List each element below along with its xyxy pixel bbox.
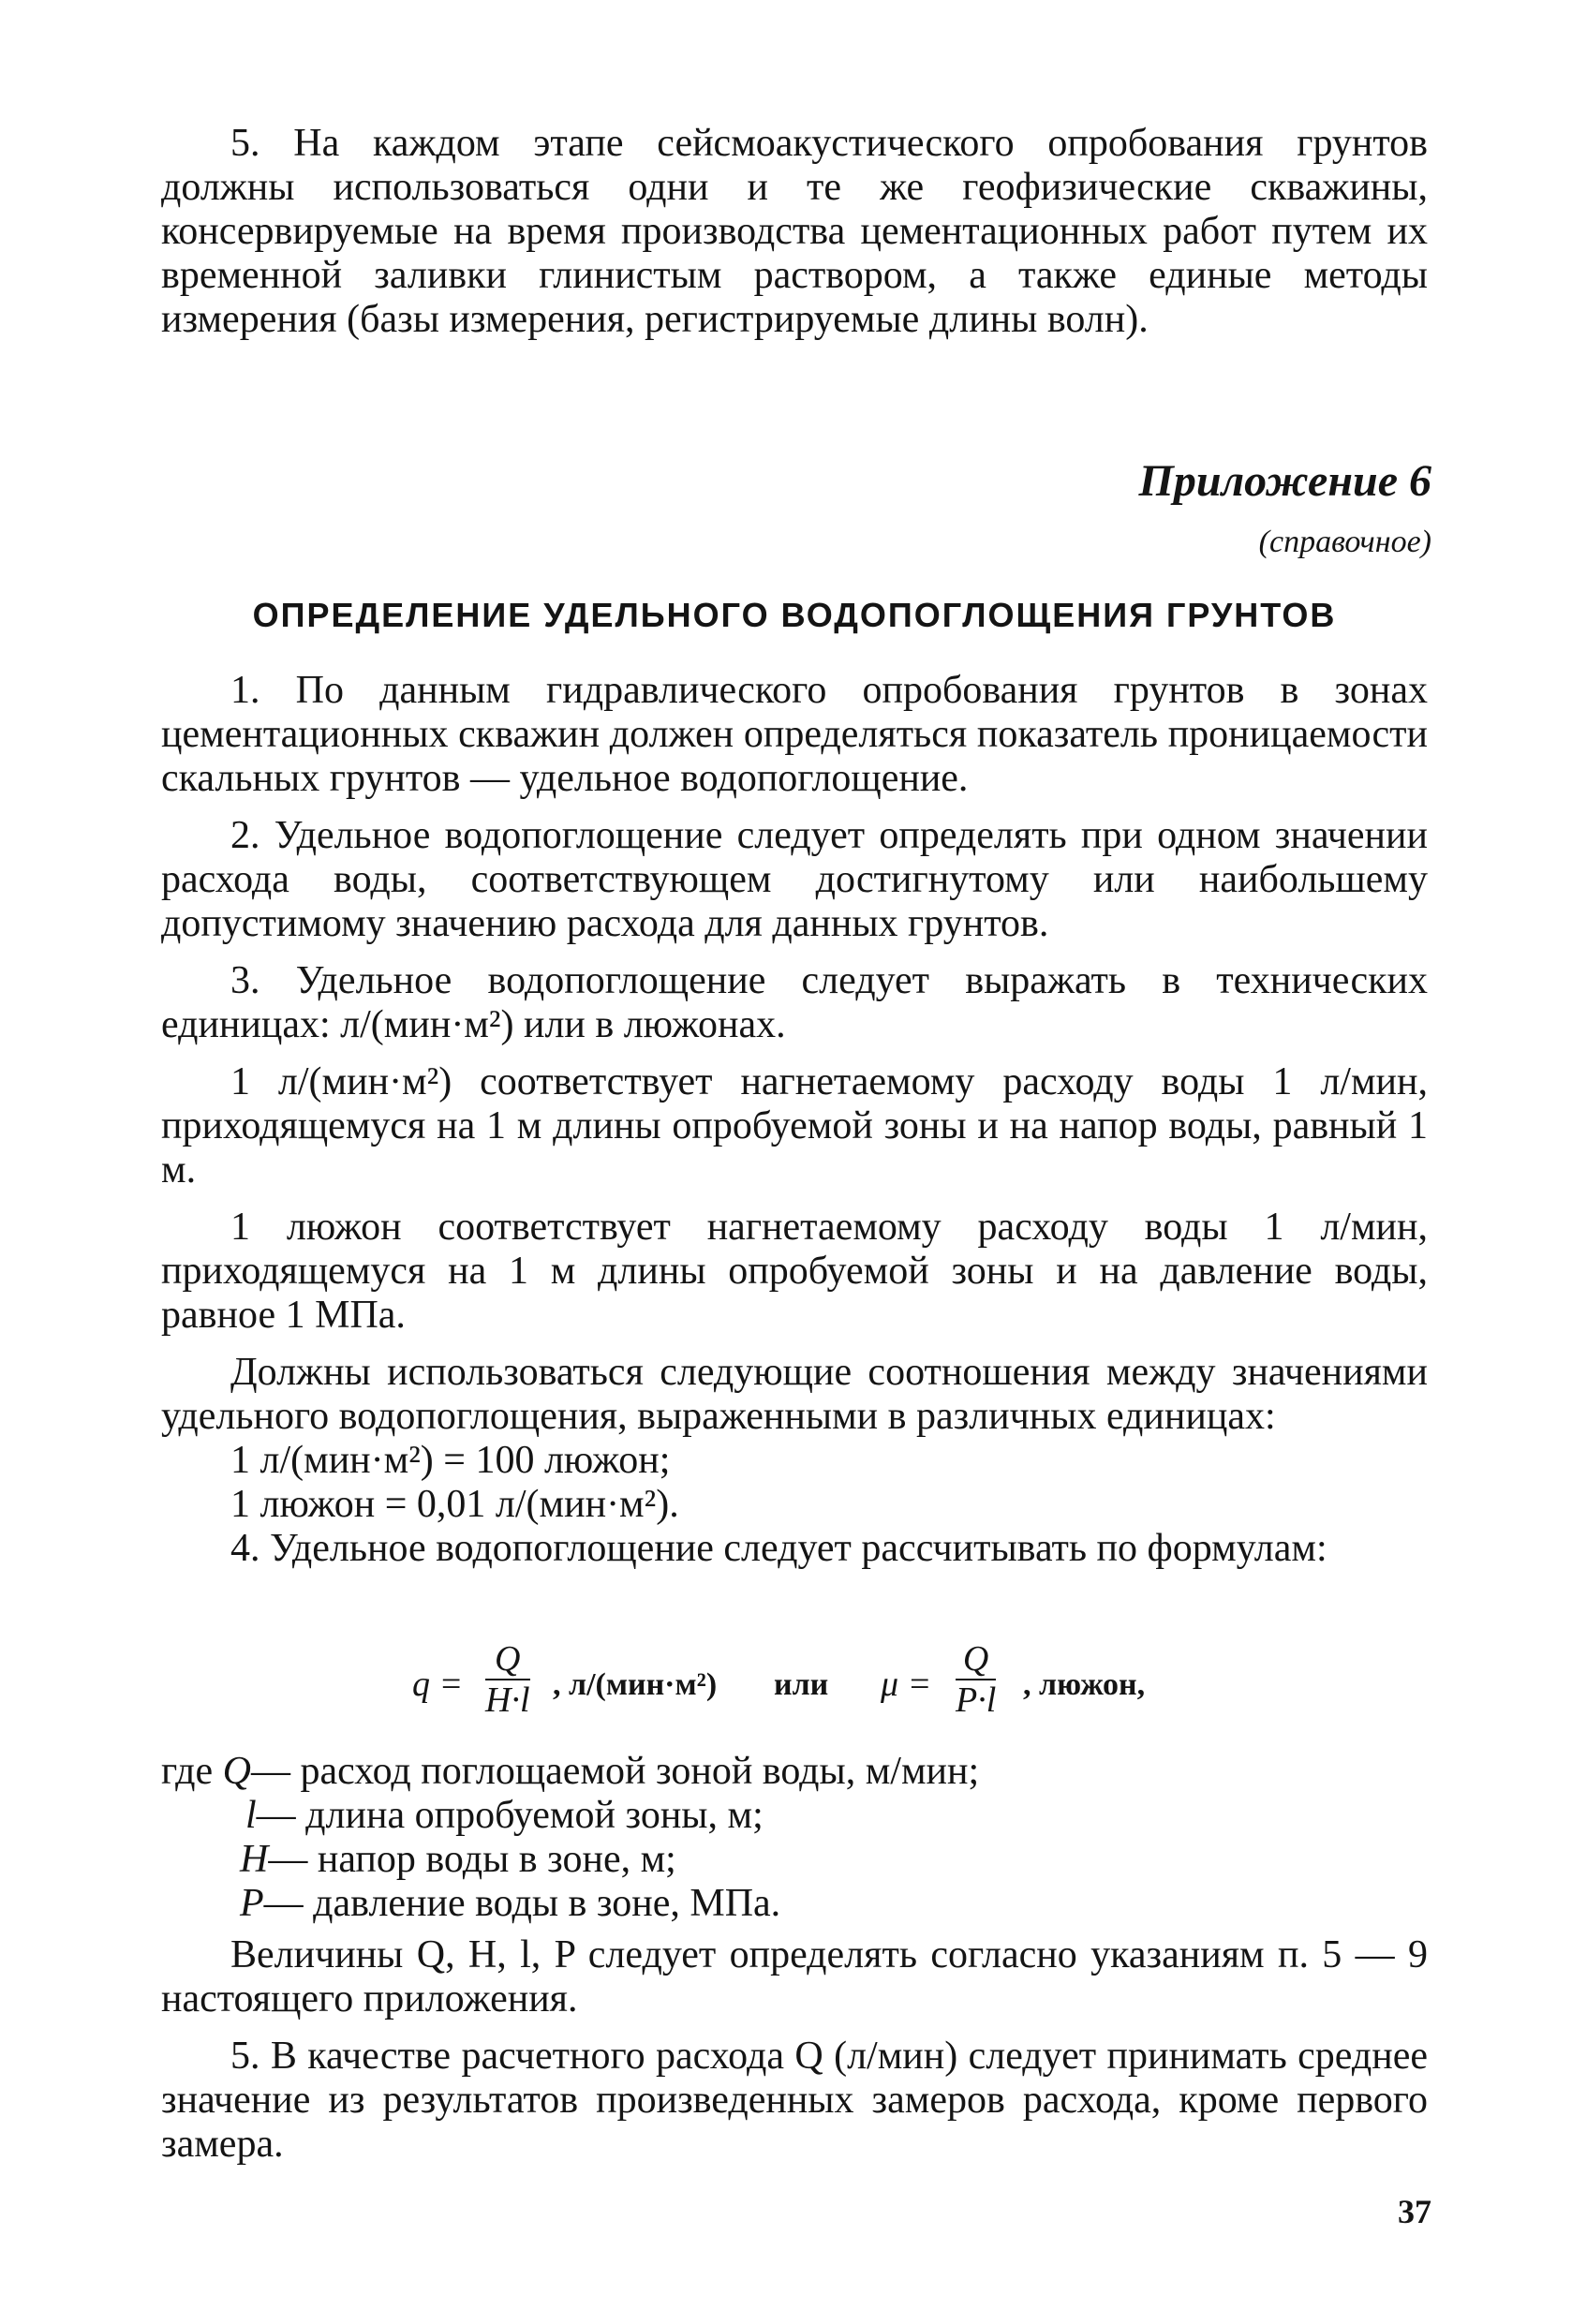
definition-H bbox=[161, 1838, 1428, 1882]
definition-H-text: — напор воды в зоне, м; bbox=[268, 1838, 676, 1881]
definition-l-text: — длина опробуемой зоны, м; bbox=[256, 1794, 764, 1837]
formula-row bbox=[412, 1639, 1255, 1733]
formula-q-unit: , л/(мин·м²) bbox=[553, 1667, 718, 1702]
formula-q-denominator: H·l bbox=[485, 1680, 530, 1720]
symbol-Q: Q bbox=[222, 1750, 251, 1793]
variable-definitions bbox=[161, 1750, 1428, 1926]
definition-P bbox=[161, 1882, 1428, 1926]
paragraph-3-unit-definition: 1 л/(мин·м²) соответствует нагнетаемому расходу воды 1 л/мин, приходящемуся на 1 м длины опробуемой зоны и на напор воды, равный 1 м. bbox=[161, 1060, 1428, 1192]
formula-q-numerator: Q bbox=[485, 1639, 530, 1680]
formula-or: или bbox=[774, 1667, 829, 1702]
appendix-type: (справочное) bbox=[1258, 525, 1431, 559]
paragraph-4: 4. Удельное водопоглощение следует рассчитывать по формулам: bbox=[230, 1527, 1327, 1570]
paragraph-5-seismic: 5. На каждом этапе сейсмоакустического опробования грунтов должны использоваться одни и те же геофизические скважины, консервируемые на время производства цементационных работ путем их временной заливки глинистым раствором, а также единые методы измерения (базы измерения, регистрируемые длины волн). bbox=[161, 122, 1428, 341]
formula-mu-numerator: Q bbox=[956, 1639, 996, 1680]
definition-P-text: — давление воды в зоне, МПа. bbox=[263, 1882, 781, 1925]
symbol-l: l bbox=[245, 1794, 257, 1837]
ratio-line-2: 1 люжон = 0,01 л/(мин·м²). bbox=[230, 1483, 679, 1526]
definition-l bbox=[161, 1794, 1428, 1838]
paragraph-2: 2. Удельное водопоглощение следует определять при одном значении расхода воды, соответствующем достигнутому или наибольшему допустимому значению расхода для данных грунтов. bbox=[161, 814, 1428, 945]
paragraph-values: Величины Q, H, l, P следует определять согласно указаниям п. 5 — 9 настоящего приложения. bbox=[161, 1933, 1428, 2021]
body-block bbox=[161, 669, 1428, 1571]
symbol-P: P bbox=[240, 1882, 264, 1925]
section-title: ОПРЕДЕЛЕНИЕ УДЕЛЬНОГО ВОДОПОГЛОЩЕНИЯ ГРУНТОВ bbox=[252, 596, 1337, 634]
paragraph-3: 3. Удельное водопоглощение следует выражать в технических единицах: л/(мин·м²) или в люжонах. bbox=[161, 959, 1428, 1046]
definition-Q bbox=[161, 1750, 1428, 1794]
formula-q-lhs: q = bbox=[412, 1665, 464, 1704]
where-word: где bbox=[161, 1750, 214, 1793]
formula-mu-unit: , люжон, bbox=[1023, 1667, 1146, 1702]
paragraph-1: 1. По данным гидравлического опробования грунтов в зонах цементационных скважин должен определяться показатель проницаемости скальных грунтов — удельное водопоглощение. bbox=[161, 669, 1428, 800]
page-number: 37 bbox=[1398, 2193, 1431, 2230]
symbol-H: H bbox=[240, 1838, 269, 1881]
formula-mu-fraction bbox=[956, 1639, 996, 1720]
formula-q-fraction bbox=[485, 1639, 530, 1720]
paragraph-3-lugeon-definition: 1 люжон соответствует нагнетаемому расходу воды 1 л/мин, приходящемуся на 1 м длины опробуемой зоны и на давление воды, равное 1 МПа. bbox=[161, 1206, 1428, 1337]
paragraph-5-flow: 5. В качестве расчетного расхода Q (л/мин) следует принимать среднее значение из результатов произведенных замеров расхода, кроме первого замера. bbox=[161, 2035, 1428, 2166]
formula-mu-denominator: P·l bbox=[956, 1680, 997, 1720]
appendix-label: Приложение 6 bbox=[1138, 456, 1431, 506]
closing-block bbox=[161, 1933, 1428, 2167]
ratio-line-1: 1 л/(мин·м²) = 100 люжон; bbox=[230, 1439, 671, 1482]
top-block bbox=[161, 122, 1428, 342]
paragraph-3-ratios-intro: Должны использоваться следующие соотношения между значениями удельного водопоглощения, выраженными в различных единицах: bbox=[161, 1351, 1428, 1438]
definition-Q-text: — расход поглощаемой зоной воды, м/мин; bbox=[251, 1750, 980, 1793]
formula-mu-lhs: μ = bbox=[881, 1665, 932, 1704]
